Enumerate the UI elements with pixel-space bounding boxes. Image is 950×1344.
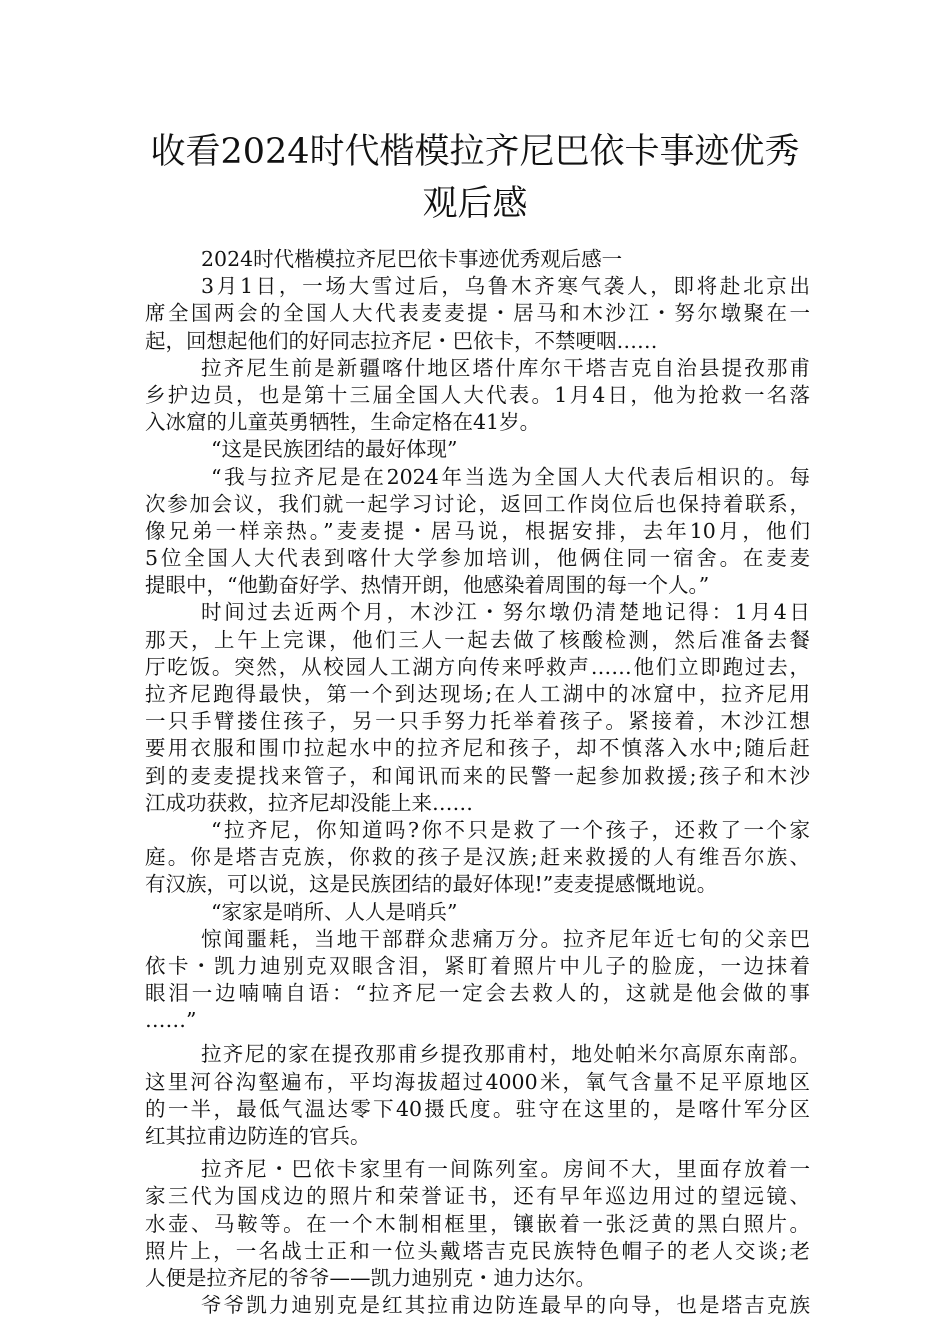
subheading: “这是民族团结的最好体现” (211, 437, 458, 462)
paragraph-line: 爷爷凯力迪别克是红其拉甫边防连最早的向导，也是塔吉克族 (201, 1293, 810, 1318)
paragraph-line: 席全国两会的全国人大代表麦麦提・居马和木沙江・努尔墩聚在一 (145, 301, 810, 326)
paragraph-line: 入冰窟的儿童英勇牺牲，生命定格在41岁。 (145, 410, 541, 435)
paragraph-line: 家三代为国戍边的照片和荣誉证书，还有早年巡边用过的望远镜、 (145, 1184, 810, 1209)
paragraph-line: 提眼中，“他勤奋好学、热情开朗，他感染着周围的每一个人。” (145, 573, 710, 598)
paragraph-line: 乡护边员，也是第十三届全国人大代表。1月4日，他为抢救一名落 (145, 382, 810, 407)
paragraph-line: 5位全国人大代表到喀什大学参加培训，他俩住同一宿舍。在麦麦 (145, 546, 810, 571)
paragraph-line: 要用衣服和围巾拉起水中的拉齐尼和孩子，却不慎落入水中;随后赶 (145, 736, 810, 761)
subheading: “家家是哨所、人人是哨兵” (211, 899, 458, 924)
paragraph-line: 一只手臂搂住孩子，另一只手努力托举着孩子。紧接着，木沙江想 (145, 709, 810, 734)
paragraph-line: 江成功获救，拉齐尼却没能上来…… (145, 790, 473, 815)
paragraph-line: 这里河谷沟壑遍布，平均海拔超过4000米，氧气含量不足平原地区 (145, 1069, 810, 1094)
paragraph-line: 厅吃饭。突然，从校园人工湖方向传来呼救声……他们立即跑过去， (145, 654, 810, 679)
paragraph-line: 惊闻噩耗，当地干部群众悲痛万分。拉齐尼年近七旬的父亲巴 (201, 926, 810, 951)
title-line-2: 观后感 (422, 184, 528, 224)
paragraph-line: 人便是拉齐尼的爷爷——凯力迪别克・迪力达尔。 (145, 1265, 596, 1290)
paragraph-line: 的一半，最低气温达零下40摄氏度。驻守在这里的，是喀什军分区 (145, 1096, 810, 1121)
paragraph-line: 有汉族，可以说，这是民族团结的最好体现!”麦麦提感慨地说。 (145, 872, 718, 897)
paragraph-line: 那天，上午上完课，他们三人一起去做了核酸检测，然后准备去餐 (145, 627, 810, 652)
paragraph-line: 像兄弟一样亲热。”麦麦提・居马说，根据安排，去年10月，他们 (145, 518, 810, 543)
paragraph-line: 次参加会议，我们就一起学习讨论，返回工作岗位后也保持着联系， (145, 491, 810, 516)
document-body (145, 246, 810, 1319)
paragraph-line: 红其拉甫边防连的官兵。 (145, 1124, 371, 1148)
paragraph-line: 庭。你是塔吉克族，你救的孩子是汉族;赶来救援的人有维吾尔族、 (145, 845, 810, 870)
paragraph-line: 拉齐尼生前是新疆喀什地区塔什库尔干塔吉克自治县提孜那甫 (201, 355, 810, 380)
paragraph-line: 水壶、马鞍等。在一个木制相框里，镶嵌着一张泛黄的黑白照片。 (145, 1211, 810, 1236)
document-title (120, 126, 830, 230)
paragraph-line: 拉齐尼的家在提孜那甫乡提孜那甫村，地处帕米尔高原东南部。 (201, 1042, 810, 1067)
paragraph-line: “拉齐尼，你知道吗?你不只是救了一个孩子，还救了一个家 (211, 817, 810, 842)
paragraph-line: 照片上，一名战士正和一位头戴塔吉克民族特色帽子的老人交谈;老 (145, 1238, 810, 1263)
paragraph-line: 到的麦麦提找来管子，和闻讯而来的民警一起参加救援;孩子和木沙 (145, 763, 810, 788)
paragraph-line: 3月1日，一场大雪过后，乌鲁木齐寒气袭人，即将赴北京出 (201, 274, 810, 299)
paragraph-line: ……” (145, 1008, 197, 1033)
paragraph-line: “我与拉齐尼是在2024年当选为全国人大代表后相识的。每 (211, 464, 810, 489)
paragraph-line: 时间过去近两个月，木沙江・努尔墩仍清楚地记得：1月4日 (201, 600, 810, 625)
paragraph-line: 起，回想起他们的好同志拉齐尼・巴依卡，不禁哽咽…… (145, 328, 658, 353)
paragraph-line: 依卡・凯力迪别克双眼含泪，紧盯着照片中儿子的脸庞，一边抹着 (145, 953, 810, 978)
paragraph-line: 拉齐尼跑得最快，第一个到达现场;在人工湖中的冰窟中，拉齐尼用 (145, 682, 810, 706)
paragraph-line: 拉齐尼・巴依卡家里有一间陈列室。房间不大，里面存放着一 (201, 1157, 810, 1182)
section-heading: 2024时代楷模拉齐尼巴依卡事迹优秀观后感一 (201, 247, 623, 271)
paragraph-line: 眼泪一边喃喃自语：“拉齐尼一定会去救人的，这就是他会做的事 (145, 981, 810, 1006)
title-line-1: 收看2024时代楷模拉齐尼巴依卡事迹优秀 (150, 132, 800, 172)
